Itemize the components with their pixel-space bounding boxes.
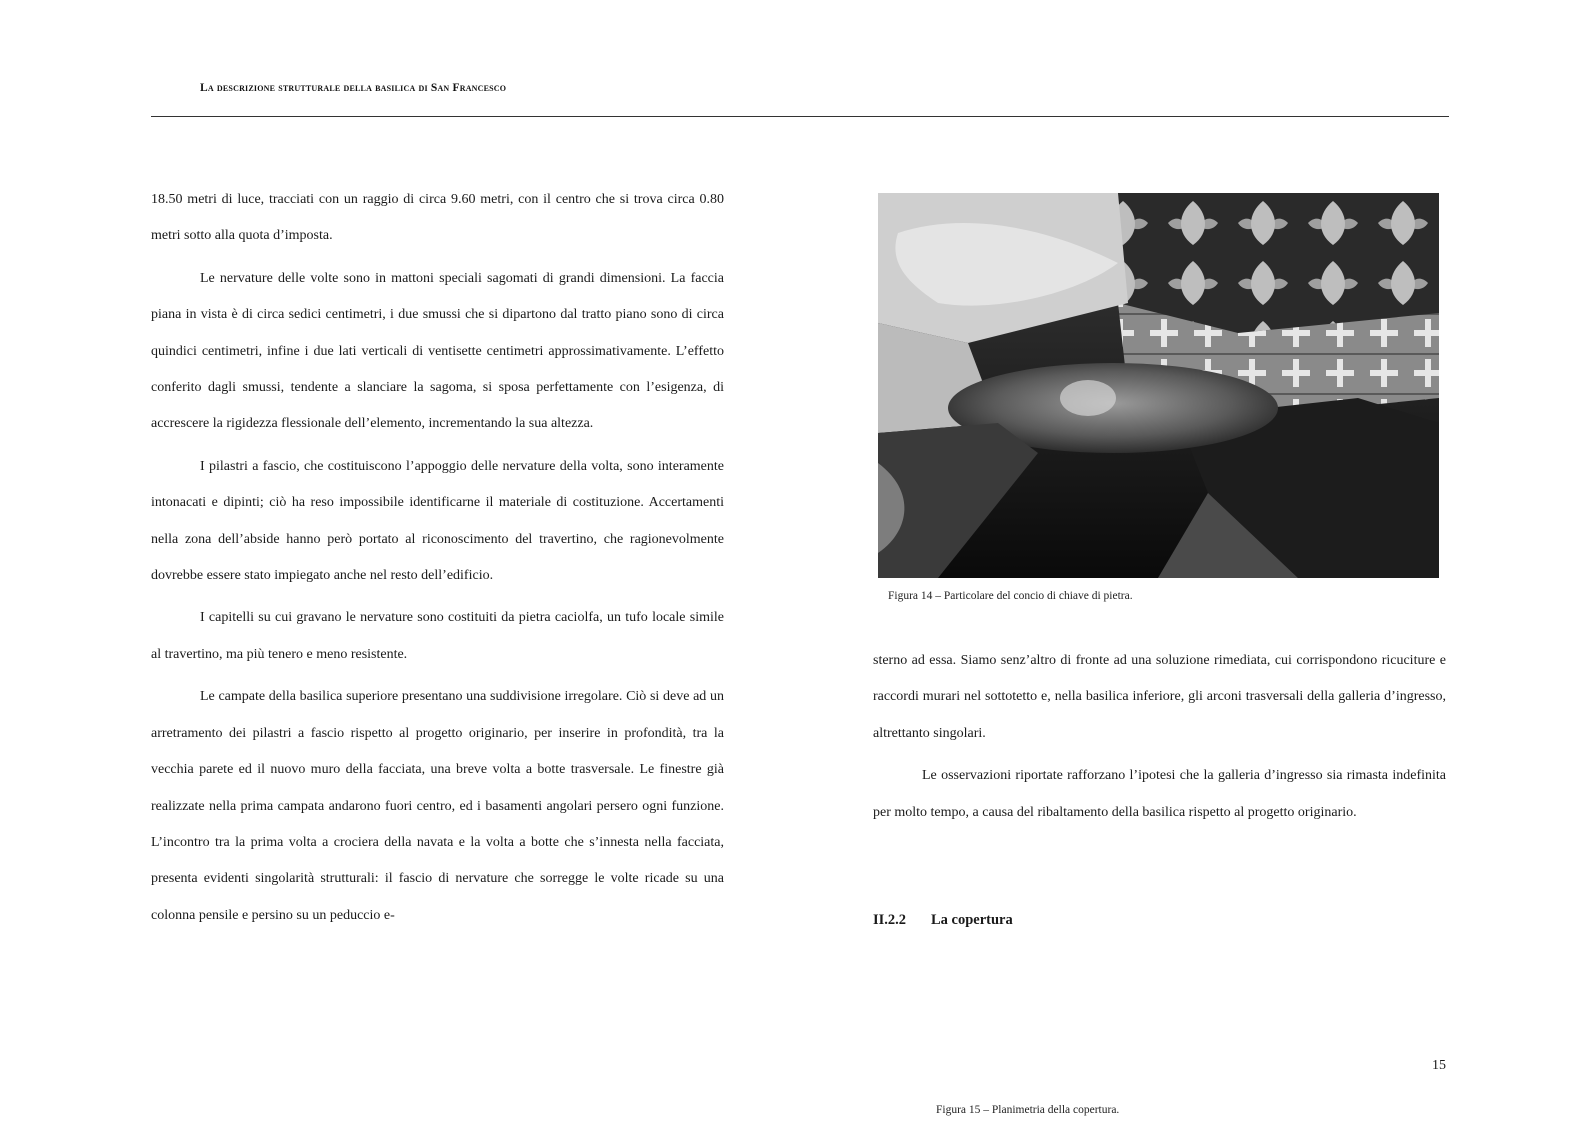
figure-14-caption: Figura 14 – Particolare del concio di chiave di pietra. — [888, 590, 1133, 602]
section-number: II.2.2 — [873, 912, 907, 928]
page-number: 15 — [1432, 1058, 1446, 1073]
running-header: La descrizione strutturale della basilica di San Francesco — [200, 82, 507, 94]
left-column — [151, 182, 724, 940]
paragraph-nervature: Le nervature delle volte sono in mattoni speciali sagomati di grandi dimensioni. La faccia piana in vista è di circa sedici centimetri, i due smussi che si dipartono dal tratto piano sono di circa quindici centimetri, infine i due lati verticali di ventisette centimetri approssimativamente. L’effetto conferito dagli smussi, tendente a slanciare la sagoma, si sposa perfettamente con l’esigenza, di accrescere la rigidezza flessionale dell’elemento, incrementando la sua altezza. — [151, 270, 724, 432]
keystone-photo-illustration — [878, 193, 1439, 578]
section-title: La copertura — [931, 912, 1013, 928]
paragraph-osservazioni: Le osservazioni riportate rafforzano l’ipotesi che la galleria d’ingresso sia rimasta indefinita per molto tempo, a causa del ribaltamento della basilica rispetto al progetto originario. — [873, 768, 1446, 820]
paragraph-pilastri: I pilastri a fascio, che costituiscono l’appoggio delle nervature della volta, sono interamente intonacati e dipinti; ciò ha reso impossibile identificarne il materiale di costituzione. Accertamenti nella zona dell’abside hanno però portato al riconoscimento del travertino, che ragionevolmente dovrebbe essere stato impiegato anche nel resto dell’edificio. — [151, 458, 724, 584]
figure-15-caption: Figura 15 – Planimetria della copertura. — [936, 1104, 1120, 1116]
paragraph-sterno: sterno ad essa. Siamo senz’altro di fronte ad una soluzione rimediata, cui corrispondono ricuciture e raccordi murari nel sottotetto e, nella basilica inferiore, gli arconi trasversali della galleria d’ingresso, altrettanto singolari. — [873, 653, 1446, 741]
paragraph-continued: 18.50 metri di luce, tracciati con un raggio di circa 9.60 metri, con il centro che si trova circa 0.80 metri sotto alla quota d’imposta. — [151, 192, 724, 244]
right-column — [873, 643, 1446, 837]
section-heading — [873, 912, 1013, 929]
paragraph-campate: Le campate della basilica superiore presentano una suddivisione irregolare. Ciò si deve ad un arretramento dei pilastri a fascio rispetto al progetto originario, per inserire in profondità, tra la vecchia parete ed il nuovo muro della facciata, una breve volta a botte trasversale. Le finestre già realizzate nella prima campata andarono fuori centro, ed i basamenti angolari persero ogni funzione. L’incontro tra la prima volta a crociera della navata e la volta a botte che s’innesta nella facciata, presenta evidenti singolarità strutturali: il fascio di nervature che sorregge le volte ricade su una colonna pensile e persino su un peduccio e- — [151, 689, 724, 923]
paragraph-capitelli: I capitelli su cui gravano le nervature sono costituiti da pietra caciolfa, un tufo locale simile al travertino, ma più tenero e meno resistente. — [151, 610, 724, 662]
figure-14-photo — [878, 193, 1439, 578]
header-rule — [151, 116, 1449, 117]
